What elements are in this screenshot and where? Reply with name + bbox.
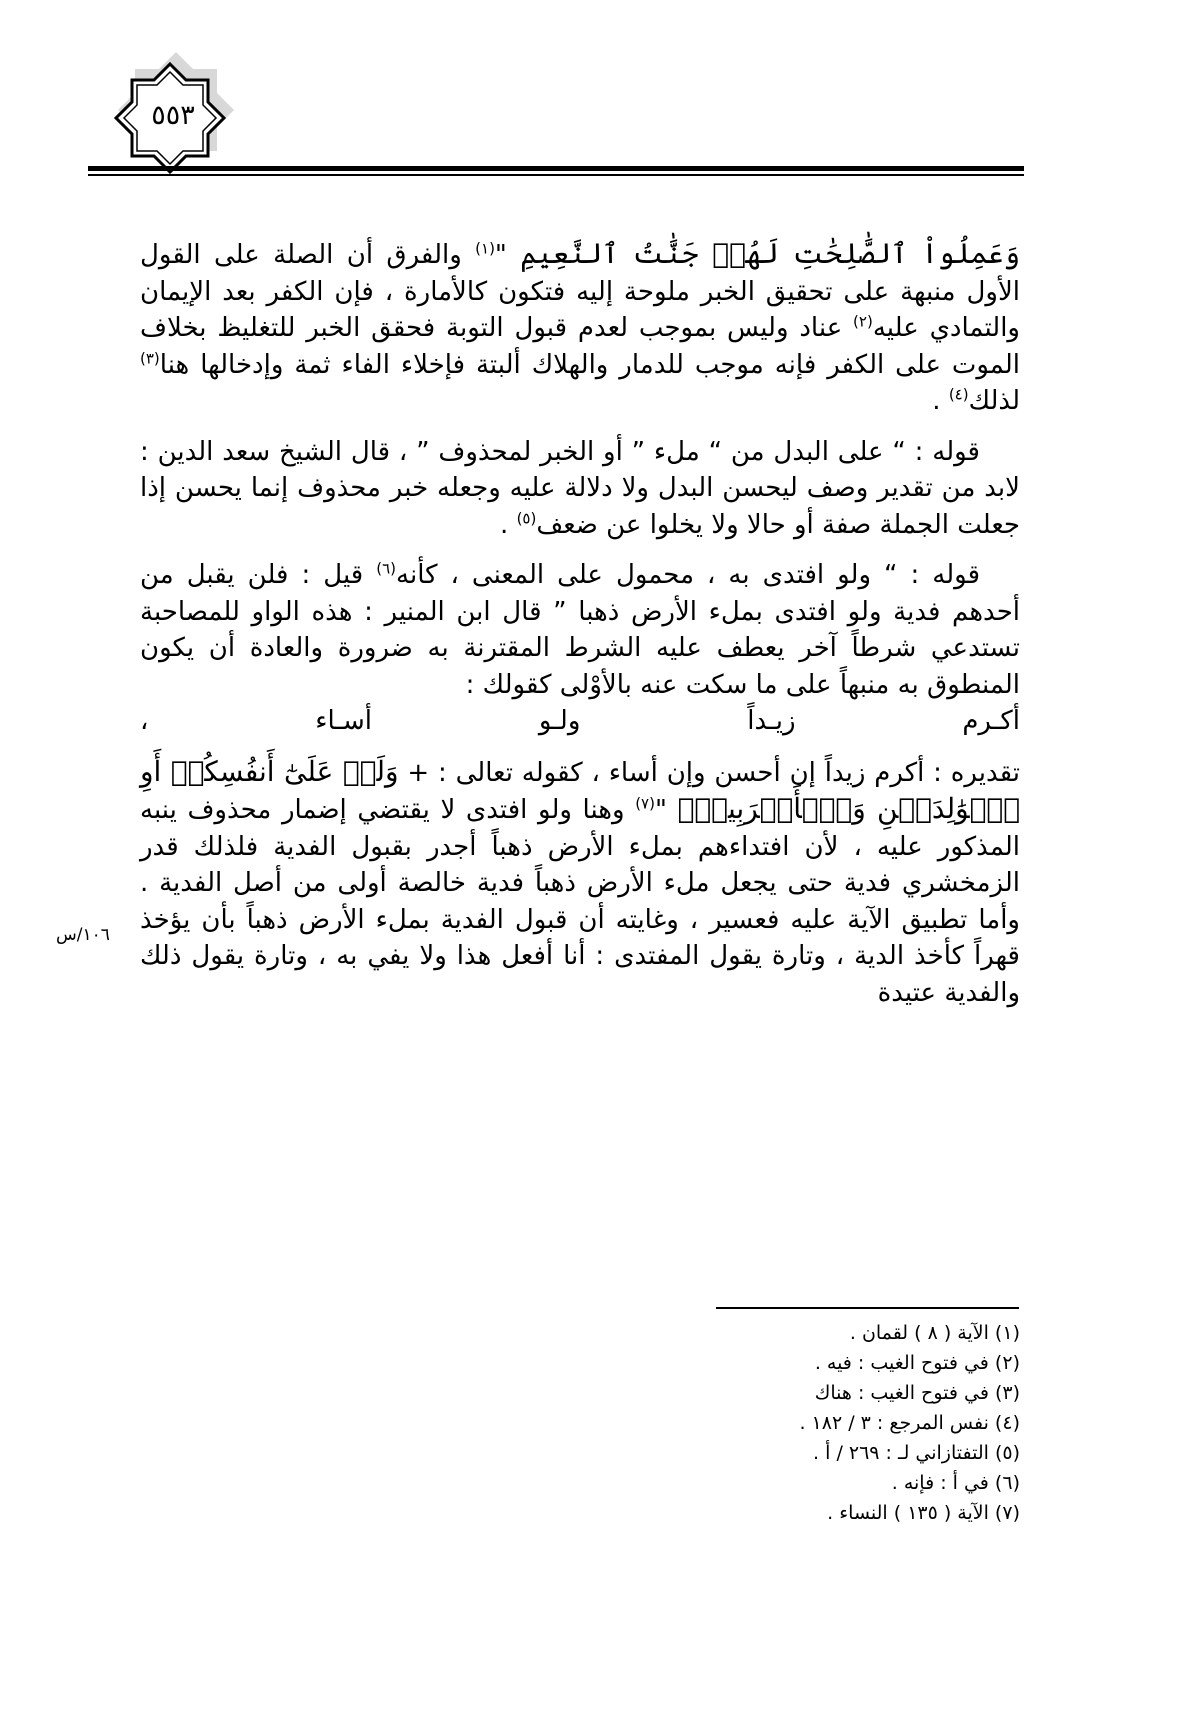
quran-verse: وَلَوۡ عَلَىٰٓ أَنفُسِكُمۡ أَوِ ٱلۡوَٰلِدَيۡنِ وَٱلۡأَقۡرَبِينَۚ xyxy=(140,754,1021,825)
header-rule-thick xyxy=(88,166,1024,171)
paragraph-text: قوله : “ على البدل من “ ملء ” أو الخبر لمحذوف ” ، قال الشيخ سعد الدين : لابد من تقدير وصف ليحسن البدل ولا دلالة عليه وجعله خبر محذوف إنما يحسن إذا جعلت الجملة صفة أو حالا ولا يخلوا عن ضعف xyxy=(140,436,1020,540)
footnote-ref-4: (٤) xyxy=(948,385,969,404)
footnote-item: (١) الآية ( ٨ ) لقمان . xyxy=(849,1322,1020,1344)
paragraph-text: وهنا ولو افتدى لا يقتضي إضمار محذوف ينبه المذكور عليه ، لأن افتداءهم بملء الأرض ذهباً أجدر بقبول الفدية فلذلك قدر الزمخشري فدية حتى يجعل ملء الأرض ذهباً فدية خالصة أولى من أصل الفدية . وأما تطبيق الآية عليه فعسير ، وغايته أن قبول الفدية بملء الأرض ذهباً بأن يؤخذ قهراً كأخذ الدية ، وتارة يقول المفتدى : أنا أفعل هذا ولا يفي به ، وتارة يقول ذلك والفدية عتيدة xyxy=(140,795,1020,1008)
spread-word: ولـو xyxy=(538,706,581,736)
page-number: ٥٥٣ xyxy=(151,99,195,131)
quote-close: " xyxy=(654,795,667,825)
footnote-item: (٥) التفتازاني لـ : ٢٦٩ / أ . xyxy=(813,1442,1020,1464)
footnote-ref-2: (٢) xyxy=(853,312,873,331)
quran-verse: وَعَمِلُواْ ٱلصَّٰلِحَٰتِ لَهُمۡ جَنَّٰتُ ٱلنَّعِيمِ xyxy=(520,237,1020,270)
paragraph-text: والفرق أن الصلة على القول الأول منبهة على تحقيق الخبر ملوحة إليه فتكون كالأمارة ، فإن الكفر بعد الإيمان والتمادي عليه xyxy=(140,240,1020,343)
margin-manuscript-ref: ١٠٦/س xyxy=(56,925,110,945)
paragraph-3 xyxy=(140,557,1020,703)
spread-word: أسـاء xyxy=(315,706,373,736)
paragraph-text: تقديره : أكرم زيداً إن أحسن وإن أساء ، كقوله تعالى : + xyxy=(407,757,1020,788)
paragraph-text: عناد وليس بموجب لعدم قبول التوبة فحقق الخبر للتغليظ بخلاف الموت على الكفر فإنه موجب للدمار والهلاك ألبتة فإخلاء الفاء ثمة وإدخالها هنا xyxy=(140,313,1020,380)
paragraph-3-continued xyxy=(140,754,1020,1012)
spread-word: ، xyxy=(140,706,149,736)
footnote-ref-6: (٦) xyxy=(376,559,397,578)
footnote-ref-7: (٧) xyxy=(635,794,655,813)
spread-word: زيـداً xyxy=(747,706,796,736)
footnote-item: (٢) في فتوح الغيب : فيه . xyxy=(814,1352,1020,1374)
spread-word: أكـرم xyxy=(962,706,1020,736)
quote-close: " xyxy=(494,240,507,270)
footnote-ref-5: (٥) xyxy=(516,508,537,527)
paragraph-text: قوله : “ ولو افتدى به ، محمول على المعنى ، كأنه xyxy=(396,560,980,590)
paragraph-text: قيل : فلن يقبل من أحدهم فدية ولو افتدى بملء الأرض ذهبا ” قال ابن المنير : هذه الواو للمصاحبة تستدعي شرطاً آخر يعطف عليه الشرط المقترنة به ضرورة والعادة أن يكون المنطوق به منبهاً على ما سكت عنه بالأوْلى كقولك : xyxy=(140,560,1020,700)
spread-line xyxy=(140,703,1020,740)
main-text xyxy=(140,236,1020,1025)
footnote-item: (٧) الآية ( ١٣٥ ) النساء . xyxy=(827,1502,1020,1524)
paragraph-end: . xyxy=(932,386,949,416)
footnote-ref-3: (٣) xyxy=(140,348,160,367)
paragraph-1 xyxy=(140,236,1020,420)
paragraph-text: لذلك xyxy=(968,386,1020,416)
footnote-item: (٦) في أ : فإنه . xyxy=(891,1472,1020,1494)
header-rule-thin xyxy=(88,174,1024,176)
footnote-item: (٣) في فتوح الغيب : هناك xyxy=(814,1382,1020,1404)
footnote-ref-1: (١) xyxy=(475,239,495,258)
footnote-item: (٤) نفس المرجع : ٣ / ١٨٢ . xyxy=(799,1412,1020,1434)
footnotes xyxy=(650,1318,1020,1528)
paragraph-2 xyxy=(140,434,1020,544)
paragraph-end: . xyxy=(500,509,517,540)
footnote-separator xyxy=(716,1307,1019,1309)
